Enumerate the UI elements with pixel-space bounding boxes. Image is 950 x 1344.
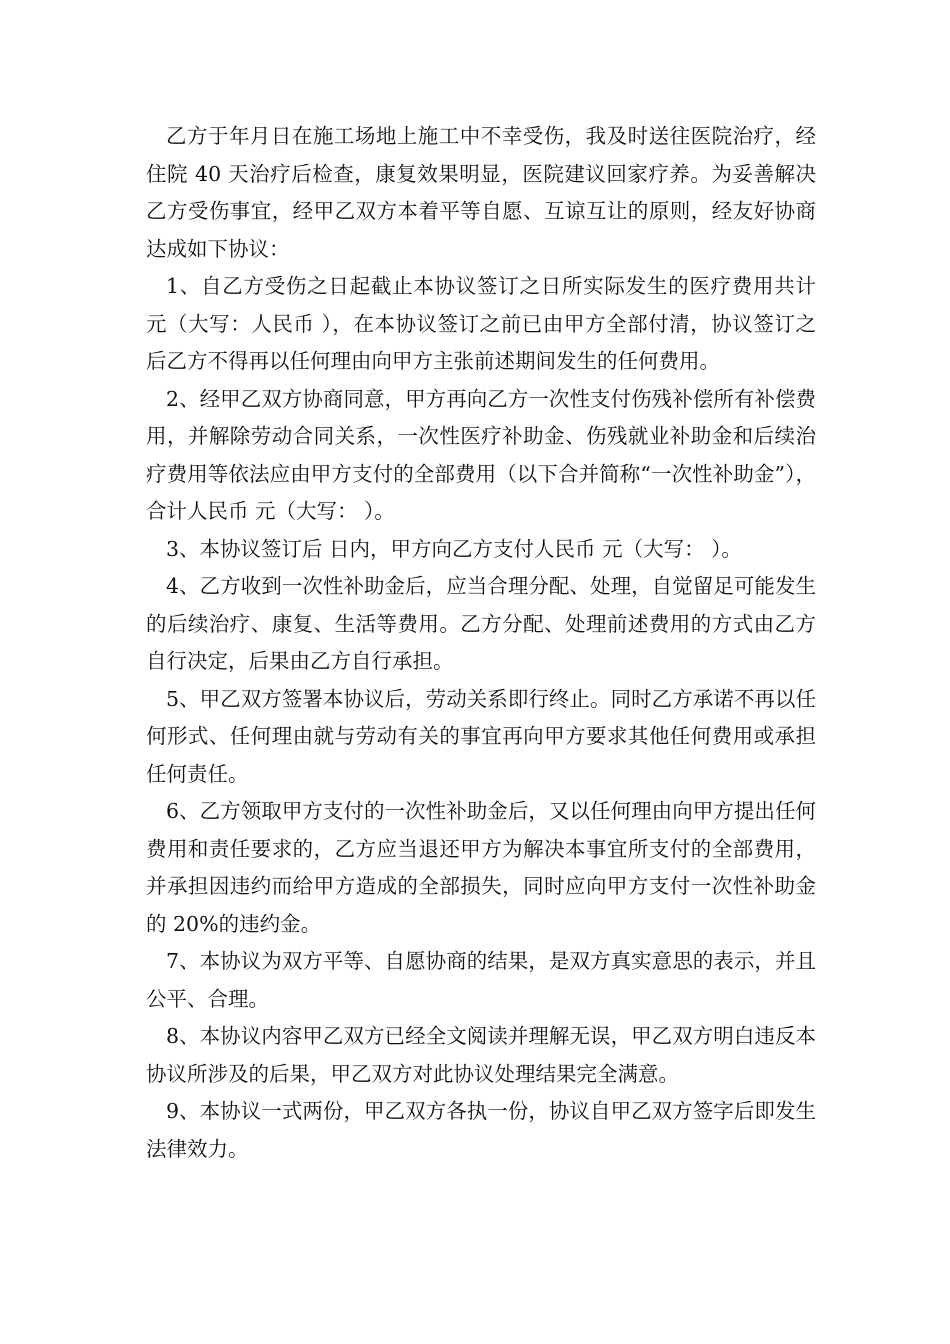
clause-8: 8、本协议内容甲乙双方已经全文阅读并理解无误，甲乙双方明白违反本协议所涉及的后果，甲乙双方对此协议处理结果完全满意。 [146,1024,816,1086]
clause-2: 2、经甲乙双方协商同意，甲方再向乙方一次性支付伤残补偿所有补偿费用，并解除劳动合同关系，一次性医疗补助金、伤残就业补助金和后续治疗费用等依法应由甲方支付的全部费用（以下合并简称“一次性补助金”），合计人民币 元（大写： ）。 [146,386,816,523]
clause-6: 6、乙方领取甲方支付的一次性补助金后，又以任何理由向甲方提出任何费用和责任要求的，乙方应当退还甲方为解决本事宜所支付的全部费用，并承担因违约而给甲方造成的全部损失，同时应向甲方支付一次性补助金的 20%的违约金。 [146,799,816,936]
clause-7: 7、本协议为双方平等、自愿协商的结果，是双方真实意思的表示，并且公平、合理。 [146,949,816,1011]
agreement-body [146,118,816,1168]
intro-paragraph: 乙方于年月日在施工场地上施工中不幸受伤，我及时送往医院治疗，经住院 40 天治疗后检查，康复效果明显，医院建议回家疗养。为妥善解决乙方受伤事宜，经甲乙双方本着平等自愿、互谅互让的原则，经友好协商达成如下协议： [146,124,816,261]
clause-4: 4、乙方收到一次性补助金后，应当合理分配、处理，自觉留足可能发生的后续治疗、康复、生活等费用。乙方分配、处理前述费用的方式由乙方自行决定，后果由乙方自行承担。 [146,574,816,673]
clause-1: 1、自乙方受伤之日起截止本协议签订之日所实际发生的医疗费用共计 元（大写：人民币 ），在本协议签订之前已由甲方全部付清，协议签订之后乙方不得再以任何理由向甲方主张前述期间发生的任何费用。 [146,274,816,373]
clause-5: 5、甲乙双方签署本协议后，劳动关系即行终止。同时乙方承诺不再以任何形式、任何理由就与劳动有关的事宜再向甲方要求其他任何费用或承担任何责任。 [146,686,816,786]
clause-3: 3、本协议签订后 日内，甲方向乙方支付人民币 元（大写： ）。 [166,536,742,561]
clause-9: 9、本协议一式两份，甲乙双方各执一份，协议自甲乙双方签字后即发生法律效力。 [146,1099,816,1161]
